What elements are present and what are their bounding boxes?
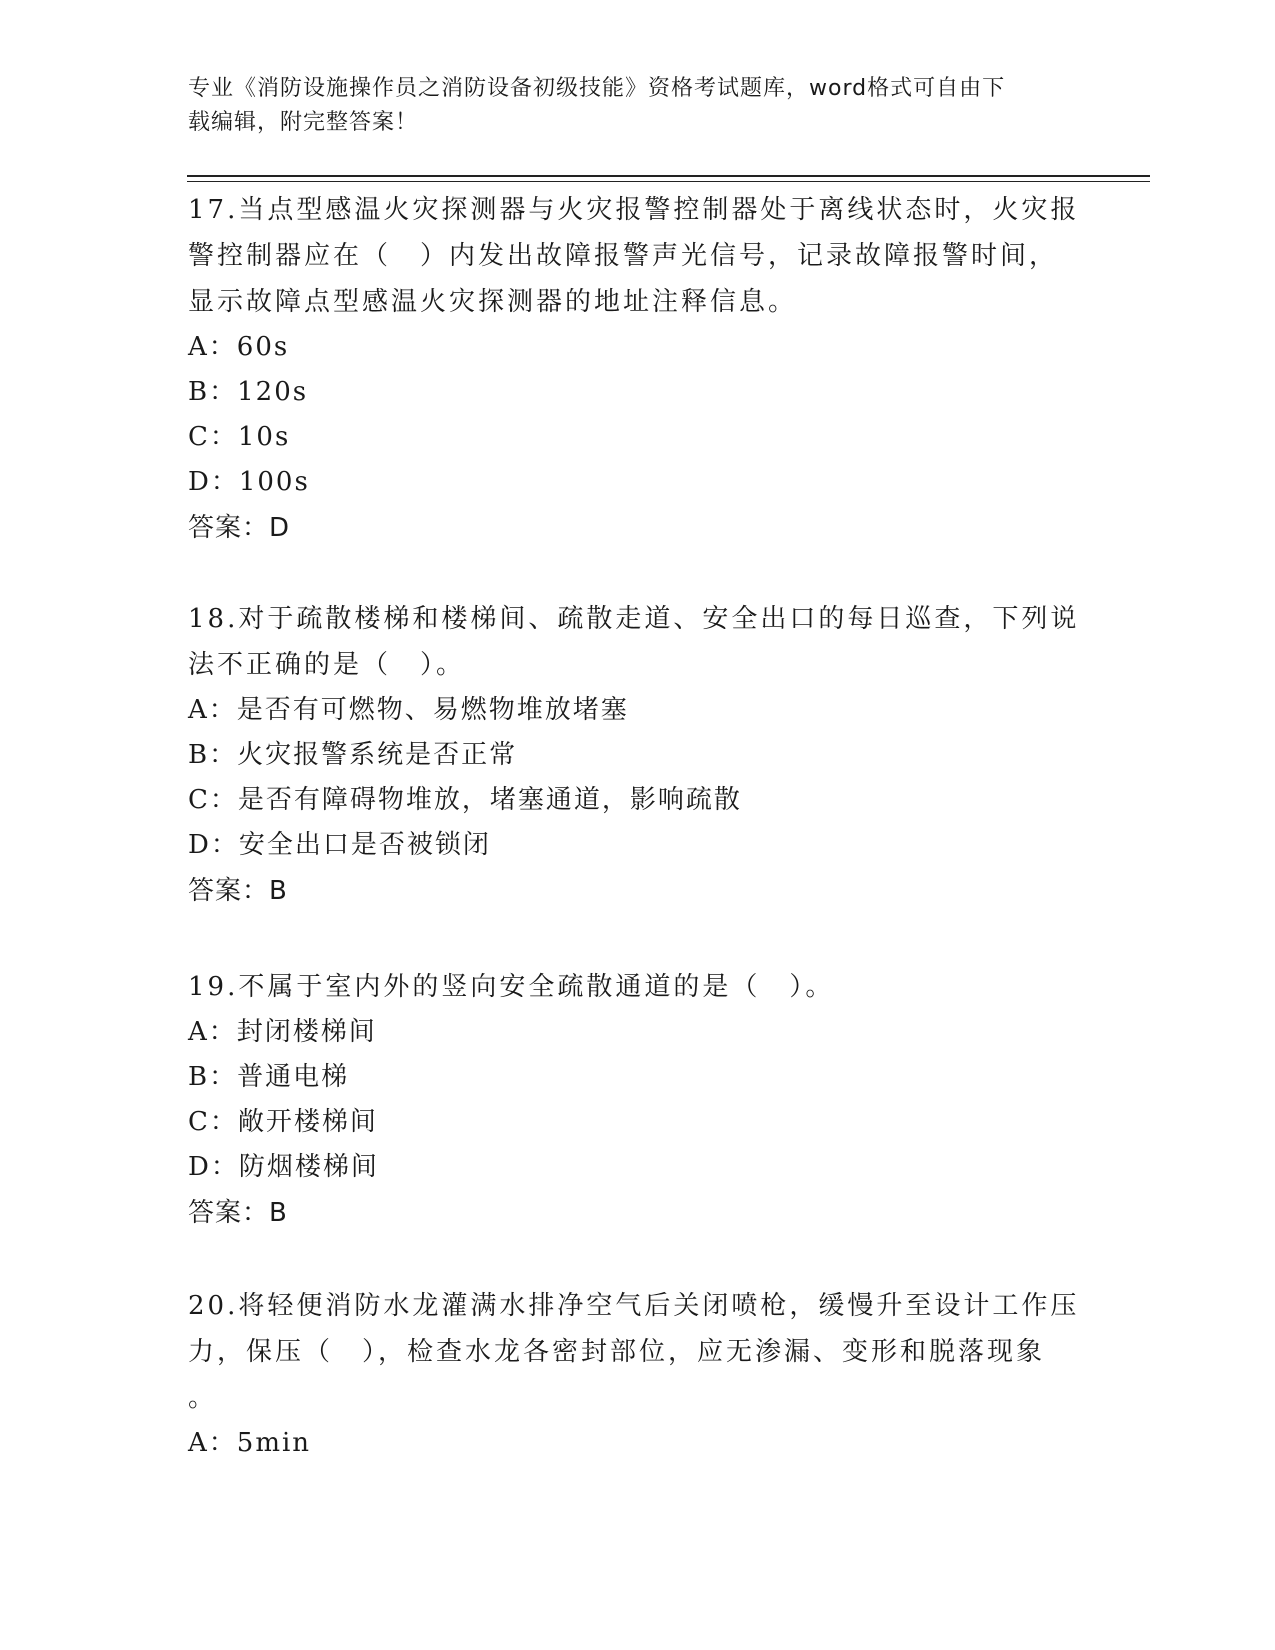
option-b: B：普通电梯 [188, 1062, 350, 1092]
option-b: B：火灾报警系统是否正常 [188, 740, 518, 770]
option-a: A：5min [188, 1428, 312, 1458]
question-stem-line: 17.当点型感温火灾探测器与火灾报警控制器处于离线状态时，火灾报 [188, 195, 1080, 225]
answer-line: 答案：D [188, 513, 291, 543]
question-stem-line: 显示故障点型感温火灾探测器的地址注释信息。 [188, 287, 798, 317]
question-19 [188, 964, 1088, 1236]
answer-line: 答案：B [188, 876, 288, 906]
option-d: D：100s [188, 467, 310, 497]
option-c: C：10s [188, 422, 291, 452]
header-divider-thick [187, 175, 1150, 177]
header-line-1: 专业《消防设施操作员之消防设备初级技能》资格考试题库，word格式可自由下 [188, 76, 1006, 101]
question-stem-line: 。 [188, 1383, 218, 1413]
option-a: A：60s [188, 332, 290, 362]
question-stem-line: 19.不属于室内外的竖向安全疏散通道的是（ ）。 [188, 972, 835, 1002]
option-d: D：防烟楼梯间 [188, 1152, 379, 1182]
option-a: A：是否有可燃物、易燃物堆放堵塞 [188, 695, 629, 725]
document-header [188, 72, 1068, 140]
question-stem-line: 力，保压（ ），检查水龙各密封部位，应无渗漏、变形和脱落现象 [188, 1337, 1046, 1367]
option-b: B：120s [188, 377, 309, 407]
option-a: A：封闭楼梯间 [188, 1017, 377, 1047]
question-stem-line: 18.对于疏散楼梯和楼梯间、疏散走道、安全出口的每日巡查，下列说 [188, 604, 1080, 634]
question-stem-line: 20.将轻便消防水龙灌满水排净空气后关闭喷枪，缓慢升至设计工作压 [188, 1291, 1080, 1321]
header-line-2: 载编辑，附完整答案！ [188, 110, 419, 135]
option-c: C：是否有障碍物堆放，堵塞通道，影响疏散 [188, 785, 742, 815]
header-divider-thin [187, 181, 1150, 182]
question-stem-line: 法不正确的是（ ）。 [188, 650, 466, 680]
question-17 [188, 187, 1088, 551]
question-20 [188, 1283, 1088, 1466]
question-stem-line: 警控制器应在（ ）内发出故障报警声光信号，记录故障报警时间， [188, 241, 1059, 271]
question-18 [188, 596, 1088, 914]
option-c: C：敞开楼梯间 [188, 1107, 378, 1137]
option-d: D：安全出口是否被锁闭 [188, 830, 491, 860]
answer-line: 答案：B [188, 1198, 288, 1228]
